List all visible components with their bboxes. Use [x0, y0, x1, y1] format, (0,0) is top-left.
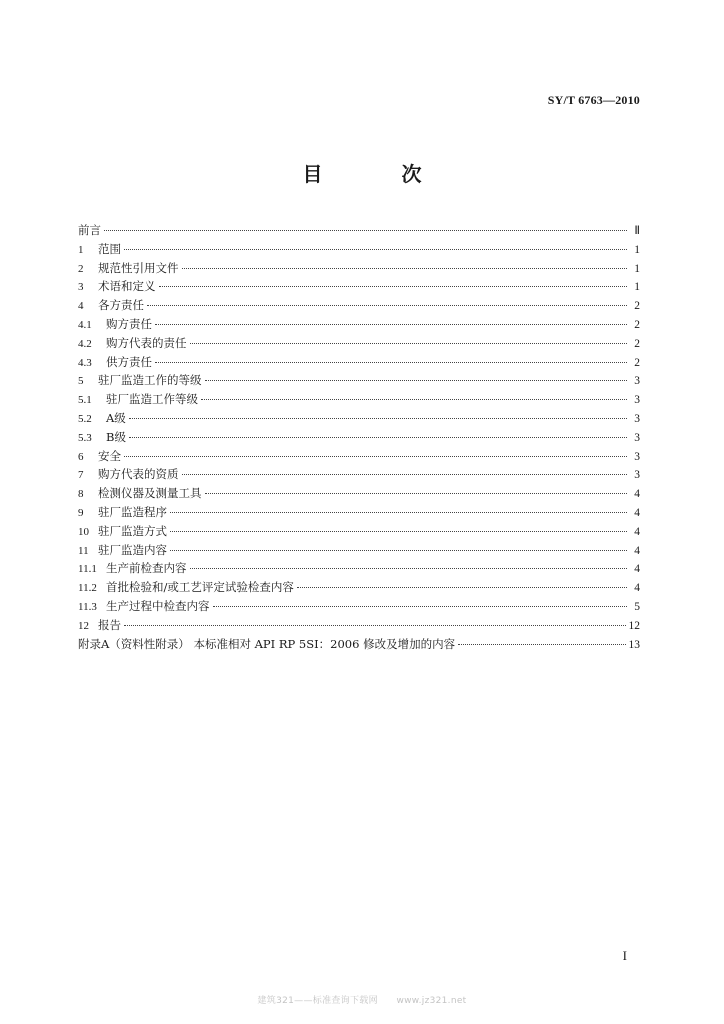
toc-entry-label: A级	[106, 410, 126, 425]
toc-dot-leader	[190, 343, 628, 344]
toc-entry-number: 12	[78, 619, 89, 632]
toc-dot-leader	[124, 249, 627, 250]
toc-entry-page: 2	[634, 337, 640, 350]
toc-dot-leader	[170, 550, 627, 551]
toc-entry-label: 前言	[78, 223, 101, 237]
toc-entry-label: 购方代表的责任	[106, 335, 187, 350]
toc-entry-label: 检测仪器及测量工具	[98, 486, 202, 501]
toc-entry-number: 11.1	[78, 563, 97, 576]
toc-entry[interactable]	[78, 523, 640, 542]
toc-entry-page: 3	[634, 469, 640, 482]
toc-entry[interactable]	[78, 260, 640, 279]
toc-entry-number: 6	[78, 450, 84, 463]
toc-entry-page: 2	[634, 300, 640, 313]
toc-entry-page: 4	[634, 563, 640, 576]
toc-entry-page: 13	[628, 638, 640, 651]
toc-dot-leader	[205, 493, 628, 494]
toc-entry-page: 4	[634, 582, 640, 595]
toc-entry-page: 2	[634, 318, 640, 331]
toc-entry-page: 3	[634, 431, 640, 444]
toc-entry-number: 4.1	[78, 318, 92, 331]
toc-dot-leader	[147, 305, 627, 306]
toc-entry-label: 规范性引用文件	[98, 260, 179, 275]
toc-entry[interactable]	[78, 297, 640, 316]
toc-dot-leader	[159, 286, 628, 287]
toc-entry-label: 各方责任	[98, 298, 144, 313]
toc-entry[interactable]	[78, 222, 640, 241]
toc-entry[interactable]	[78, 429, 640, 448]
toc-entry[interactable]	[78, 560, 640, 579]
toc-entry-label: 购方代表的资质	[98, 467, 179, 482]
toc-entry-label: 报告	[98, 617, 121, 632]
standard-code: SY/T 6763—2010	[547, 93, 640, 107]
toc-entry-label: 安全	[98, 448, 121, 463]
toc-entry-page: 1	[634, 281, 640, 294]
toc-entry-number: 4.2	[78, 337, 92, 350]
toc-entry[interactable]	[78, 617, 640, 636]
toc-entry[interactable]	[78, 372, 640, 391]
toc-entry-label: 术语和定义	[98, 279, 156, 294]
toc-entry-page: 4	[634, 525, 640, 538]
toc-entry[interactable]	[78, 579, 640, 598]
toc-entry-label: 驻厂监造程序	[98, 504, 167, 519]
page-title: 目 次	[302, 162, 458, 186]
toc-entry[interactable]	[78, 241, 640, 260]
toc-entry-page: 12	[628, 619, 640, 632]
toc-entry-number: 10	[78, 525, 89, 538]
toc-entry-number: 5.2	[78, 412, 92, 425]
toc-dot-leader	[182, 268, 628, 269]
toc-entry-number: 8	[78, 488, 84, 501]
toc-entry-label: 生产过程中检查内容	[106, 598, 210, 613]
toc-entry-number: 9	[78, 506, 84, 519]
toc-entry[interactable]	[78, 278, 640, 297]
toc-entry[interactable]	[78, 391, 640, 410]
toc-entry[interactable]	[78, 354, 640, 373]
toc-entry-label: 供方责任	[106, 354, 152, 369]
toc-entry-page: 3	[634, 450, 640, 463]
toc-dot-leader	[129, 418, 627, 419]
toc-entry[interactable]	[78, 542, 640, 561]
toc-entry[interactable]	[78, 598, 640, 617]
toc-entry-page: Ⅱ	[634, 225, 640, 237]
toc-entry-page: 3	[634, 375, 640, 388]
toc-entry[interactable]	[78, 504, 640, 523]
toc-entry-page: 3	[634, 412, 640, 425]
toc-entry-page: 2	[634, 356, 640, 369]
toc-entry-label: 附录A（资料性附录） 本标准相对 API RP 5SI：2006 修改及增加的内容	[78, 636, 456, 651]
toc-dot-leader	[201, 399, 627, 400]
toc-entry-page: 3	[634, 394, 640, 407]
table-of-contents	[78, 222, 640, 654]
toc-dot-leader	[124, 625, 626, 626]
toc-entry[interactable]	[78, 335, 640, 354]
toc-dot-leader	[129, 437, 627, 438]
toc-entry-page: 4	[634, 506, 640, 519]
toc-dot-leader	[104, 230, 627, 231]
toc-entry-label: 驻厂监造方式	[98, 523, 167, 538]
toc-dot-leader	[458, 644, 625, 645]
toc-entry[interactable]	[78, 448, 640, 467]
toc-entry-page: 4	[634, 544, 640, 557]
toc-entry[interactable]	[78, 316, 640, 335]
page-number: I	[622, 948, 627, 963]
toc-entry-label: B级	[106, 429, 126, 444]
toc-dot-leader	[124, 456, 627, 457]
toc-entry-number: 3	[78, 281, 84, 294]
toc-entry-number: 5	[78, 375, 84, 388]
toc-entry-label: 驻厂监造工作等级	[106, 392, 198, 407]
toc-entry[interactable]	[78, 410, 640, 429]
toc-entry-number: 5.3	[78, 431, 92, 444]
toc-entry-label: 驻厂监造内容	[98, 542, 167, 557]
toc-entry-number: 5.1	[78, 394, 92, 407]
toc-entry-number: 11.2	[78, 582, 97, 595]
toc-entry-number: 1	[78, 243, 84, 256]
toc-entry-page: 1	[634, 262, 640, 275]
footer-watermark: 建筑321——标准查询下载网 www.jz321.net	[257, 996, 467, 1006]
toc-entry[interactable]	[78, 485, 640, 504]
toc-entry-label: 生产前检查内容	[106, 561, 187, 576]
toc-entry-number: 4.3	[78, 356, 92, 369]
toc-dot-leader	[170, 531, 627, 532]
toc-dot-leader	[205, 380, 628, 381]
toc-entry[interactable]	[78, 636, 640, 655]
toc-dot-leader	[155, 324, 627, 325]
toc-dot-leader	[170, 512, 627, 513]
toc-entry-label: 首批检验和/或工艺评定试验检查内容	[106, 580, 294, 595]
toc-entry-number: 4	[78, 300, 84, 313]
toc-entry-number: 2	[78, 262, 84, 275]
toc-entry-page: 4	[634, 488, 640, 501]
toc-entry-label: 购方责任	[106, 316, 152, 331]
toc-entry-page: 1	[634, 243, 640, 256]
toc-entry-number: 11.3	[78, 600, 97, 613]
toc-entry-label: 范围	[98, 241, 121, 256]
toc-dot-leader	[213, 606, 628, 607]
toc-entry-label: 驻厂监造工作的等级	[98, 373, 202, 388]
toc-dot-leader	[297, 587, 627, 588]
toc-entry-number: 7	[78, 469, 84, 482]
toc-dot-leader	[182, 474, 628, 475]
toc-entry-number: 11	[78, 544, 89, 557]
toc-entry[interactable]	[78, 466, 640, 485]
toc-entry-page: 5	[634, 600, 640, 613]
toc-dot-leader	[190, 568, 628, 569]
toc-dot-leader	[155, 362, 627, 363]
